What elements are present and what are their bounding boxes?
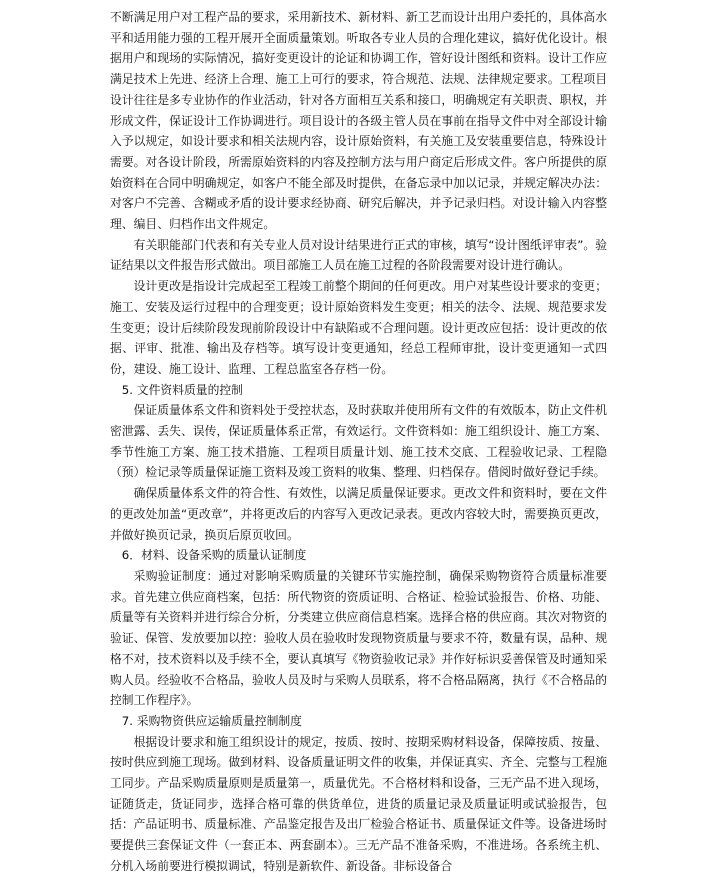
section-heading-supply-transport-control: 7. 采购物资供应运输质量控制制度 bbox=[121, 713, 302, 728]
body-paragraph-supply-transport: 根据设计要求和施工组织设计的规定，按质、按时、按期采购材料设备，保障按质、按量、按时供应到施工现场。做到材料、设备质量证明文件的收集，并保证真实、齐全、完整与工程施工同步。产品采购质量原则是质量第一，质量优先。不合格材料和设备，三无产品不进入现场，证随货走，货证同步，选择合格可靠的供货单位，进货的质量记录及质量证明或试验报告，包括：产品证明书、质量标准、产品鉴定报告及出厂检验合格证书、质量保证文件等。设备进场时要提供三套保证文件（一套正本、两套副本）。三无产品不准备采购，不准进场。各系统主机、分机入场前要进行模拟调试，特别是新软件、新设备。非标设备合 bbox=[110, 734, 607, 873]
body-paragraph-design-change: 设计更改是指设计完成起至工程竣工前整个期间的任何更改。用户对某些设计要求的变更；施工、安装及运行过程中的合理变更；设计原始资料发生变更；相关的法令、法规、规范要求发生变更；设计后续阶段发现前阶段设计中有缺陷或不合理问题。设计更改应包括：设计更改的依据、评审、批准、输出及存档等。填写设计变更通知，经总工程师审批，设计变更通知一式四份，建设、施工设计、监理、工程总监室各存档一份。 bbox=[110, 279, 607, 376]
body-paragraph-design-review: 有关职能部门代表和有关专业人员对设计结果进行正式的审核，填写“设计图纸评审表”。验证结果以文件报告形式做出。项目部施工人员在施工过程的各阶段需要对设计进行确认。 bbox=[110, 237, 607, 273]
section-heading-procurement-certification: 6．材料、设备采购的质量认证制度 bbox=[121, 548, 307, 563]
body-paragraph-document-control: 保证质量体系文件和资料处于受控状态，及时获取并使用所有文件的有效版本，防止文件机密泄露、丢失、误传，保证质量体系正常，有效运行。文件资料如：施工组织设计、施工方案、季节性施工方案、施工技术措施、工程项目质量计划、施工技术交底、工程验收记录、工程隐（预）检记录等质量保证施工资料及竣工资料的收集、整理、归档保存。借阅时做好登记手续。 bbox=[110, 403, 607, 480]
section-heading-document-control: 5. 文件资料质量的控制 bbox=[121, 382, 243, 397]
document-body bbox=[110, 7, 607, 877]
body-paragraph-procurement-verification: 采购验证制度：通过对影响采购质量的关键环节实施控制，确保采购物资符合质量标准要求。首先建立供应商档案，包括：所代物资的资质证明、合格证、检验试验报告、价格、功能、质量等有关资料并进行综合分析，分类建立供应商信息档案。选择合格的供应商。其次对物资的验证、保管、发放要加以控：验收人员在验收时发现物资质量与要求不符，数量有误，品种、规格不对，技术资料以及手续不全，要认真填写《物资验收记录》并作好标识妥善保管及时通知采购人员。经验收不合格品，验收人员及时与采购人员联系，将不合格品隔离，执行《不合格品的控制工作程序》。 bbox=[110, 568, 607, 708]
body-paragraph-design-requirements: 不断满足用户对工程产品的要求，采用新技术、新材料、新工艺而设计出用户委托的，具体高水平和适用能力强的工程开展开全面质量策划。听取各专业人员的合理化建议，搞好优化设计。根据用户和现场的实际情况，搞好变更设计的论证和协调工作，管好设计图纸和资料。设计工作应满足技术上先进、经济上合理、施工上可行的要求，符合规范、法规、法律规定要求。工程项目设计往往是多专业协作的作业活动，针对各方面相互关系和接口，明确规定有关职责、职权，并形成文件，保证设计工作协调进行。项目设计的各级主管人员在事前在指导文件中对全部设计输入予以规定，如设计要求和相关法规内容，设计原始资料，有关施工及安装重要信息，特殊设计需要。对各设计阶段，所需原始资料的内容及控制方法与用户商定后形成文件。客户所提供的原始资料在合同中明确规定，如客户不能全部及时提供，在备忘录中加以记录，并规定解决办法：对客户不完善、含糊或矛盾的设计要求经协商、研究后解决，并予记录归档。对设计输入内容整理、编目、归档作出文件规定。 bbox=[110, 10, 607, 232]
body-paragraph-document-change: 确保质量体系文件的符合性、有效性，以满足质量保证要求。更改文件和资料时，要在文件的更改处加盖“更改章”，并将更改后的内容写入更改记录表。更改内容较大时，需要换页更改，并做好换页记录，换页后原页收回。 bbox=[110, 486, 607, 542]
